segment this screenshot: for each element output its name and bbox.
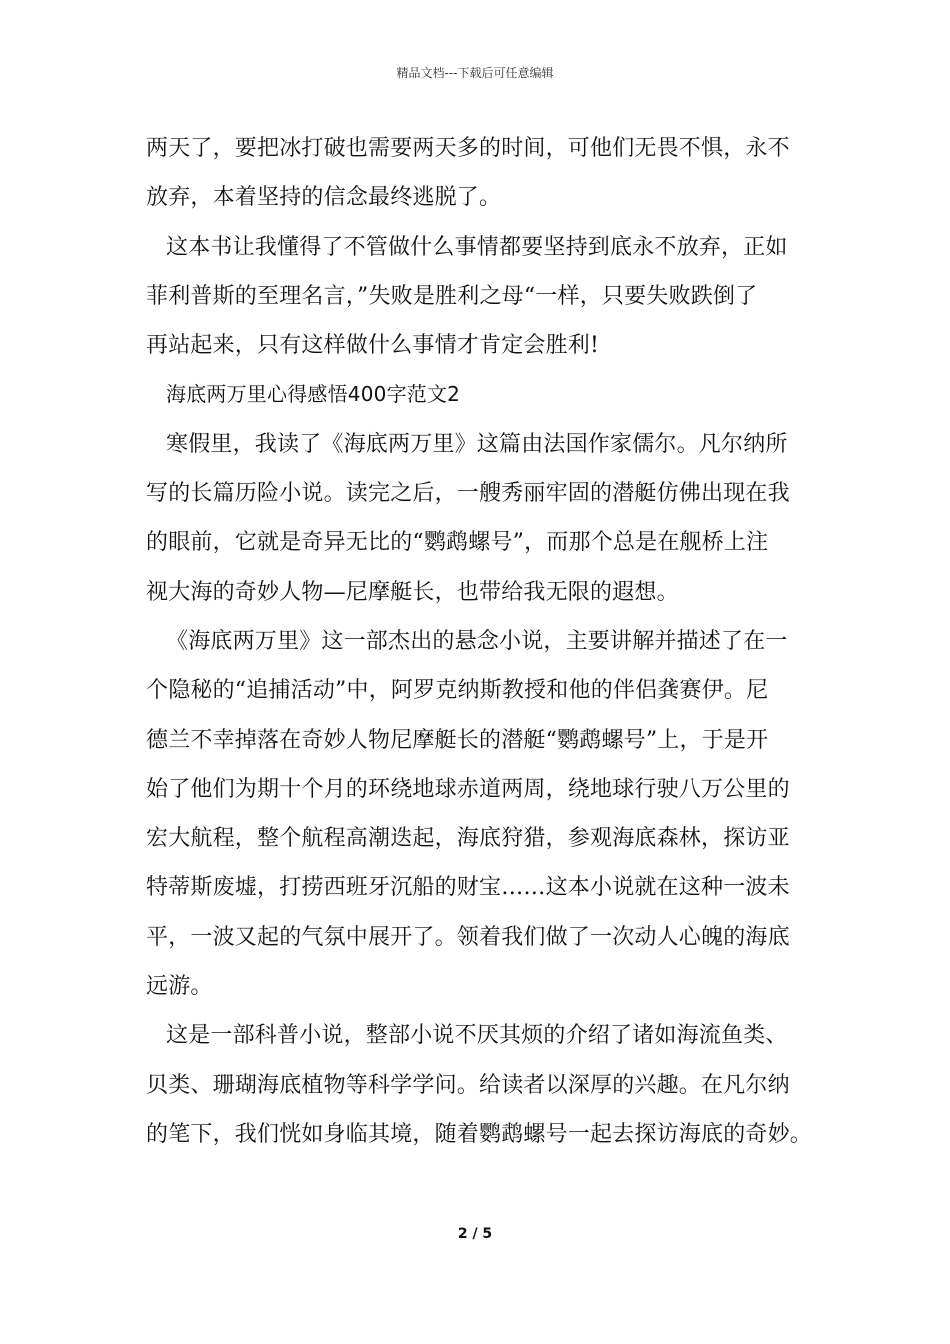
text-line: 再站起来，只有这样做什么事情才肯定会胜利! [146,333,600,359]
text-line: 的眼前，它就是奇异无比的“鹦鹉螺号”，而那个总是在舰桥上注 [146,530,769,556]
text-line: 平，一波又起的气氛中展开了。领着我们做了一次动人心魄的海底 [146,924,790,950]
text-line: 视大海的奇妙人物—尼摩艇长，也带给我无限的遐想。 [146,579,679,605]
text-line: 写的长篇历险小说。读完之后，一艘秀丽牢固的潜艇仿佛出现在我 [146,481,790,507]
text-line: 德兰不幸掉落在奇妙人物尼摩艇长的潜艇“鹦鹉螺号”上，于是开 [146,727,769,753]
text-line: 特蒂斯废墟，打捞西班牙沉船的财宝……这本小说就在这种一波未 [146,875,790,901]
text-line: 始了他们为期十个月的环绕地球赤道两周，绕地球行驶八万公里的 [146,776,790,802]
text-line: 贝类、珊瑚海底植物等科学学问。给读者以深厚的兴趣。在凡尔纳 [146,1072,790,1098]
text-line: 宏大航程，整个航程高潮迭起，海底狩猎，参观海底森林，探访亚 [146,826,790,852]
paragraph-start: 这本书让我懂得了不管做什么事情都要坚持到底永不放弃，正如 [166,234,788,260]
paragraph-start: 《海底两万里》这一部杰出的悬念小说，主要讲解并描述了在一 [166,628,788,654]
text-line: 两天了，要把冰打破也需要两天多的时间，可他们无畏不惧，永不 [146,136,790,161]
paragraph-start: 寒假里，我读了《海底两万里》这篇由法国作家儒尔。凡尔纳所 [166,431,788,457]
section-heading: 海底两万里心得感悟400字范文2 [166,382,461,407]
paragraph-start: 这是一部科普小说，整部小说不厌其烦的介绍了诸如海流鱼类、 [166,1023,788,1049]
text-line: 的笔下，我们恍如身临其境，随着鹦鹉螺号一起去探访海底的奇妙。 [146,1121,813,1147]
text-line: 个隐秘的“追捕活动”中，阿罗克纳斯教授和他的伴侣龚赛伊。尼 [146,678,769,704]
text-line: 远游。 [146,974,213,1000]
page-header: 精品文档---下载后可任意编辑 [396,66,554,80]
document-body [146,124,812,1159]
page-number: 2 / 5 [457,1226,493,1242]
text-line: 放弃，本着坚持的信念最终逃脱了。 [146,185,502,211]
text-line: 菲利普斯的至理名言，”失败是胜利之母“一样，只要失败跌倒了 [146,283,758,309]
